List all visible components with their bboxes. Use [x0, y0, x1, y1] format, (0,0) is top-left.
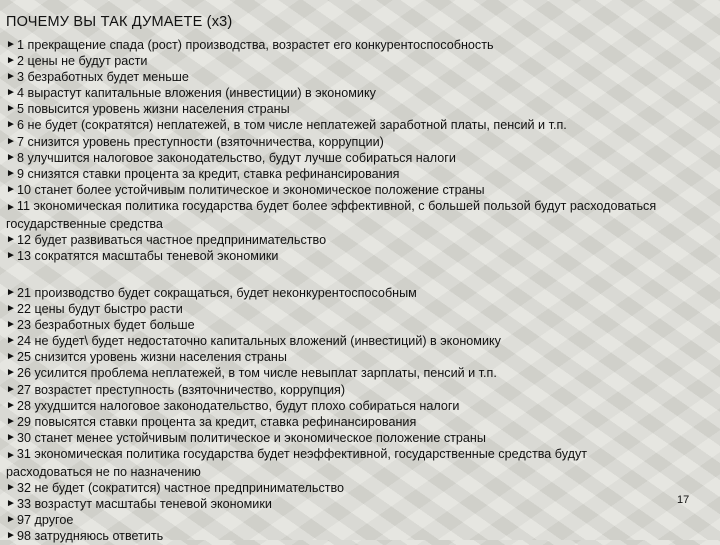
list-item-text: 31 экономическая политика государства будет неэффективной, государственные средства будут расходоваться не по назначению	[6, 446, 588, 480]
bullet-arrow-icon: ►	[6, 303, 16, 315]
bullet-arrow-icon: ►	[6, 119, 16, 131]
list-item-text: 8 улучшится налоговое законодательство, будут лучше собираться налоги	[17, 150, 456, 165]
bullet-arrow-icon: ►	[6, 234, 16, 246]
list-item-text: 26 усилится проблема неплатежей, в том числе невыплат зарплаты, пенсий и т.п.	[17, 366, 497, 381]
list-item	[6, 446, 666, 480]
list-item	[6, 69, 666, 85]
list-item	[6, 528, 666, 544]
list-item-text: 97 другое	[17, 513, 74, 528]
list-item	[6, 349, 666, 365]
list-item-text: 6 не будет (сократятся) неплатежей, в том числе неплатежей заработной платы, пенсий и т.п.	[17, 118, 567, 133]
list-item	[6, 37, 666, 53]
list-item	[6, 166, 666, 182]
bullet-arrow-icon: ►	[6, 449, 16, 461]
bullet-arrow-icon: ►	[6, 335, 16, 347]
slide-title: ПОЧЕМУ ВЫ ТАК ДУМАЕТЕ (х3)	[6, 14, 233, 30]
list-item-text: 32 не будет (сократится) частное предпринимательство	[17, 481, 345, 496]
list-item-text: 9 снизятся ставки процента за кредит, ставка рефинансирования	[17, 166, 400, 181]
list-item	[6, 317, 666, 333]
list-item-text: 10 станет более устойчивым политическое и экономическое положение страны	[17, 182, 485, 197]
list-item-text: 22 цены будут быстро расти	[17, 302, 183, 317]
bullet-arrow-icon: ►	[6, 183, 16, 195]
list-item	[6, 480, 666, 496]
list-item-text: 5 повысится уровень жизни населения страны	[17, 102, 290, 117]
list-item	[6, 512, 666, 528]
list-item-text: 29 повысятся ставки процента за кредит, ставка рефинансирования	[17, 414, 417, 429]
bullet-arrow-icon: ►	[6, 319, 16, 331]
list-item	[6, 285, 666, 301]
list-item-text: 11 экономическая политика государства будет более эффективной, с большей пользой будут расходоваться государственные средства	[6, 198, 657, 232]
bullet-arrow-icon: ►	[6, 39, 16, 50]
bullet-arrow-icon: ►	[6, 201, 16, 213]
bullet-arrow-icon: ►	[6, 514, 16, 526]
list-item	[6, 101, 666, 117]
list-item-text: 23 безработных будет больше	[17, 318, 195, 333]
bullet-arrow-icon: ►	[6, 498, 16, 510]
list-item-text: 28 ухудшится налоговое законодательство, будут плохо собираться налоги	[17, 398, 460, 413]
answer-list-negative	[6, 285, 666, 545]
list-item-text: 13 сократятся масштабы теневой экономики	[17, 249, 279, 264]
list-item	[6, 430, 666, 446]
list-item-text: 21 производство будет сокращаться, будет неконкурентоспособным	[17, 286, 417, 300]
list-item	[6, 382, 666, 398]
bullet-arrow-icon: ►	[6, 135, 16, 147]
list-item	[6, 117, 666, 133]
list-item-text: 27 возрастет преступность (взяточничество, коррупция)	[17, 382, 346, 397]
bullet-arrow-icon: ►	[6, 71, 16, 83]
bullet-arrow-icon: ►	[6, 482, 16, 494]
bullet-arrow-icon: ►	[6, 351, 16, 363]
list-item	[6, 53, 666, 69]
list-item	[6, 198, 666, 232]
list-item-text: 25 снизится уровень жизни населения страны	[17, 350, 287, 365]
bullet-arrow-icon: ►	[6, 167, 16, 179]
list-item-text: 98 затрудняюсь ответить	[17, 529, 164, 544]
list-item-text: 24 не будет\ будет недостаточно капитальных вложений (инвестиций) в экономику	[17, 334, 501, 349]
list-item	[6, 398, 666, 414]
list-item-text: 33 возрастут масштабы теневой экономики	[17, 497, 272, 512]
answer-list-positive	[6, 37, 666, 264]
list-item-text: 3 безработных будет меньше	[17, 70, 189, 85]
list-item	[6, 301, 666, 317]
bullet-arrow-icon: ►	[6, 103, 16, 115]
bullet-arrow-icon: ►	[6, 431, 16, 443]
bullet-arrow-icon: ►	[6, 55, 16, 67]
page-number: 17	[677, 494, 690, 506]
list-item-text: 4 вырастут капитальные вложения (инвестиции) в экономику	[17, 86, 376, 101]
list-item-text: 1 прекращение спада (рост) производства, возрастет его конкурентоспособность	[17, 38, 494, 52]
bullet-arrow-icon: ►	[6, 415, 16, 427]
bullet-arrow-icon: ►	[6, 151, 16, 163]
bullet-arrow-icon: ►	[6, 367, 16, 379]
list-item	[6, 182, 666, 198]
bullet-arrow-icon: ►	[6, 87, 16, 99]
list-item	[6, 496, 666, 512]
list-item-text: 7 снизится уровень преступности (взяточничества, коррупции)	[17, 134, 384, 149]
bullet-arrow-icon: ►	[6, 530, 16, 542]
list-item	[6, 365, 666, 381]
list-item-text: 2 цены не будут расти	[17, 54, 148, 69]
bullet-arrow-icon: ►	[6, 383, 16, 395]
list-item	[6, 333, 666, 349]
bullet-arrow-icon: ►	[6, 399, 16, 411]
list-item-text: 30 станет менее устойчивым политическое и экономическое положение страны	[17, 430, 486, 445]
list-item-text: 12 будет развиваться частное предпринимательство	[17, 233, 327, 248]
bullet-arrow-icon: ►	[6, 250, 16, 262]
list-item	[6, 85, 666, 101]
list-item	[6, 414, 666, 430]
list-item	[6, 248, 666, 264]
list-item	[6, 134, 666, 150]
bullet-arrow-icon: ►	[6, 287, 16, 298]
list-item	[6, 150, 666, 166]
list-item	[6, 232, 666, 248]
